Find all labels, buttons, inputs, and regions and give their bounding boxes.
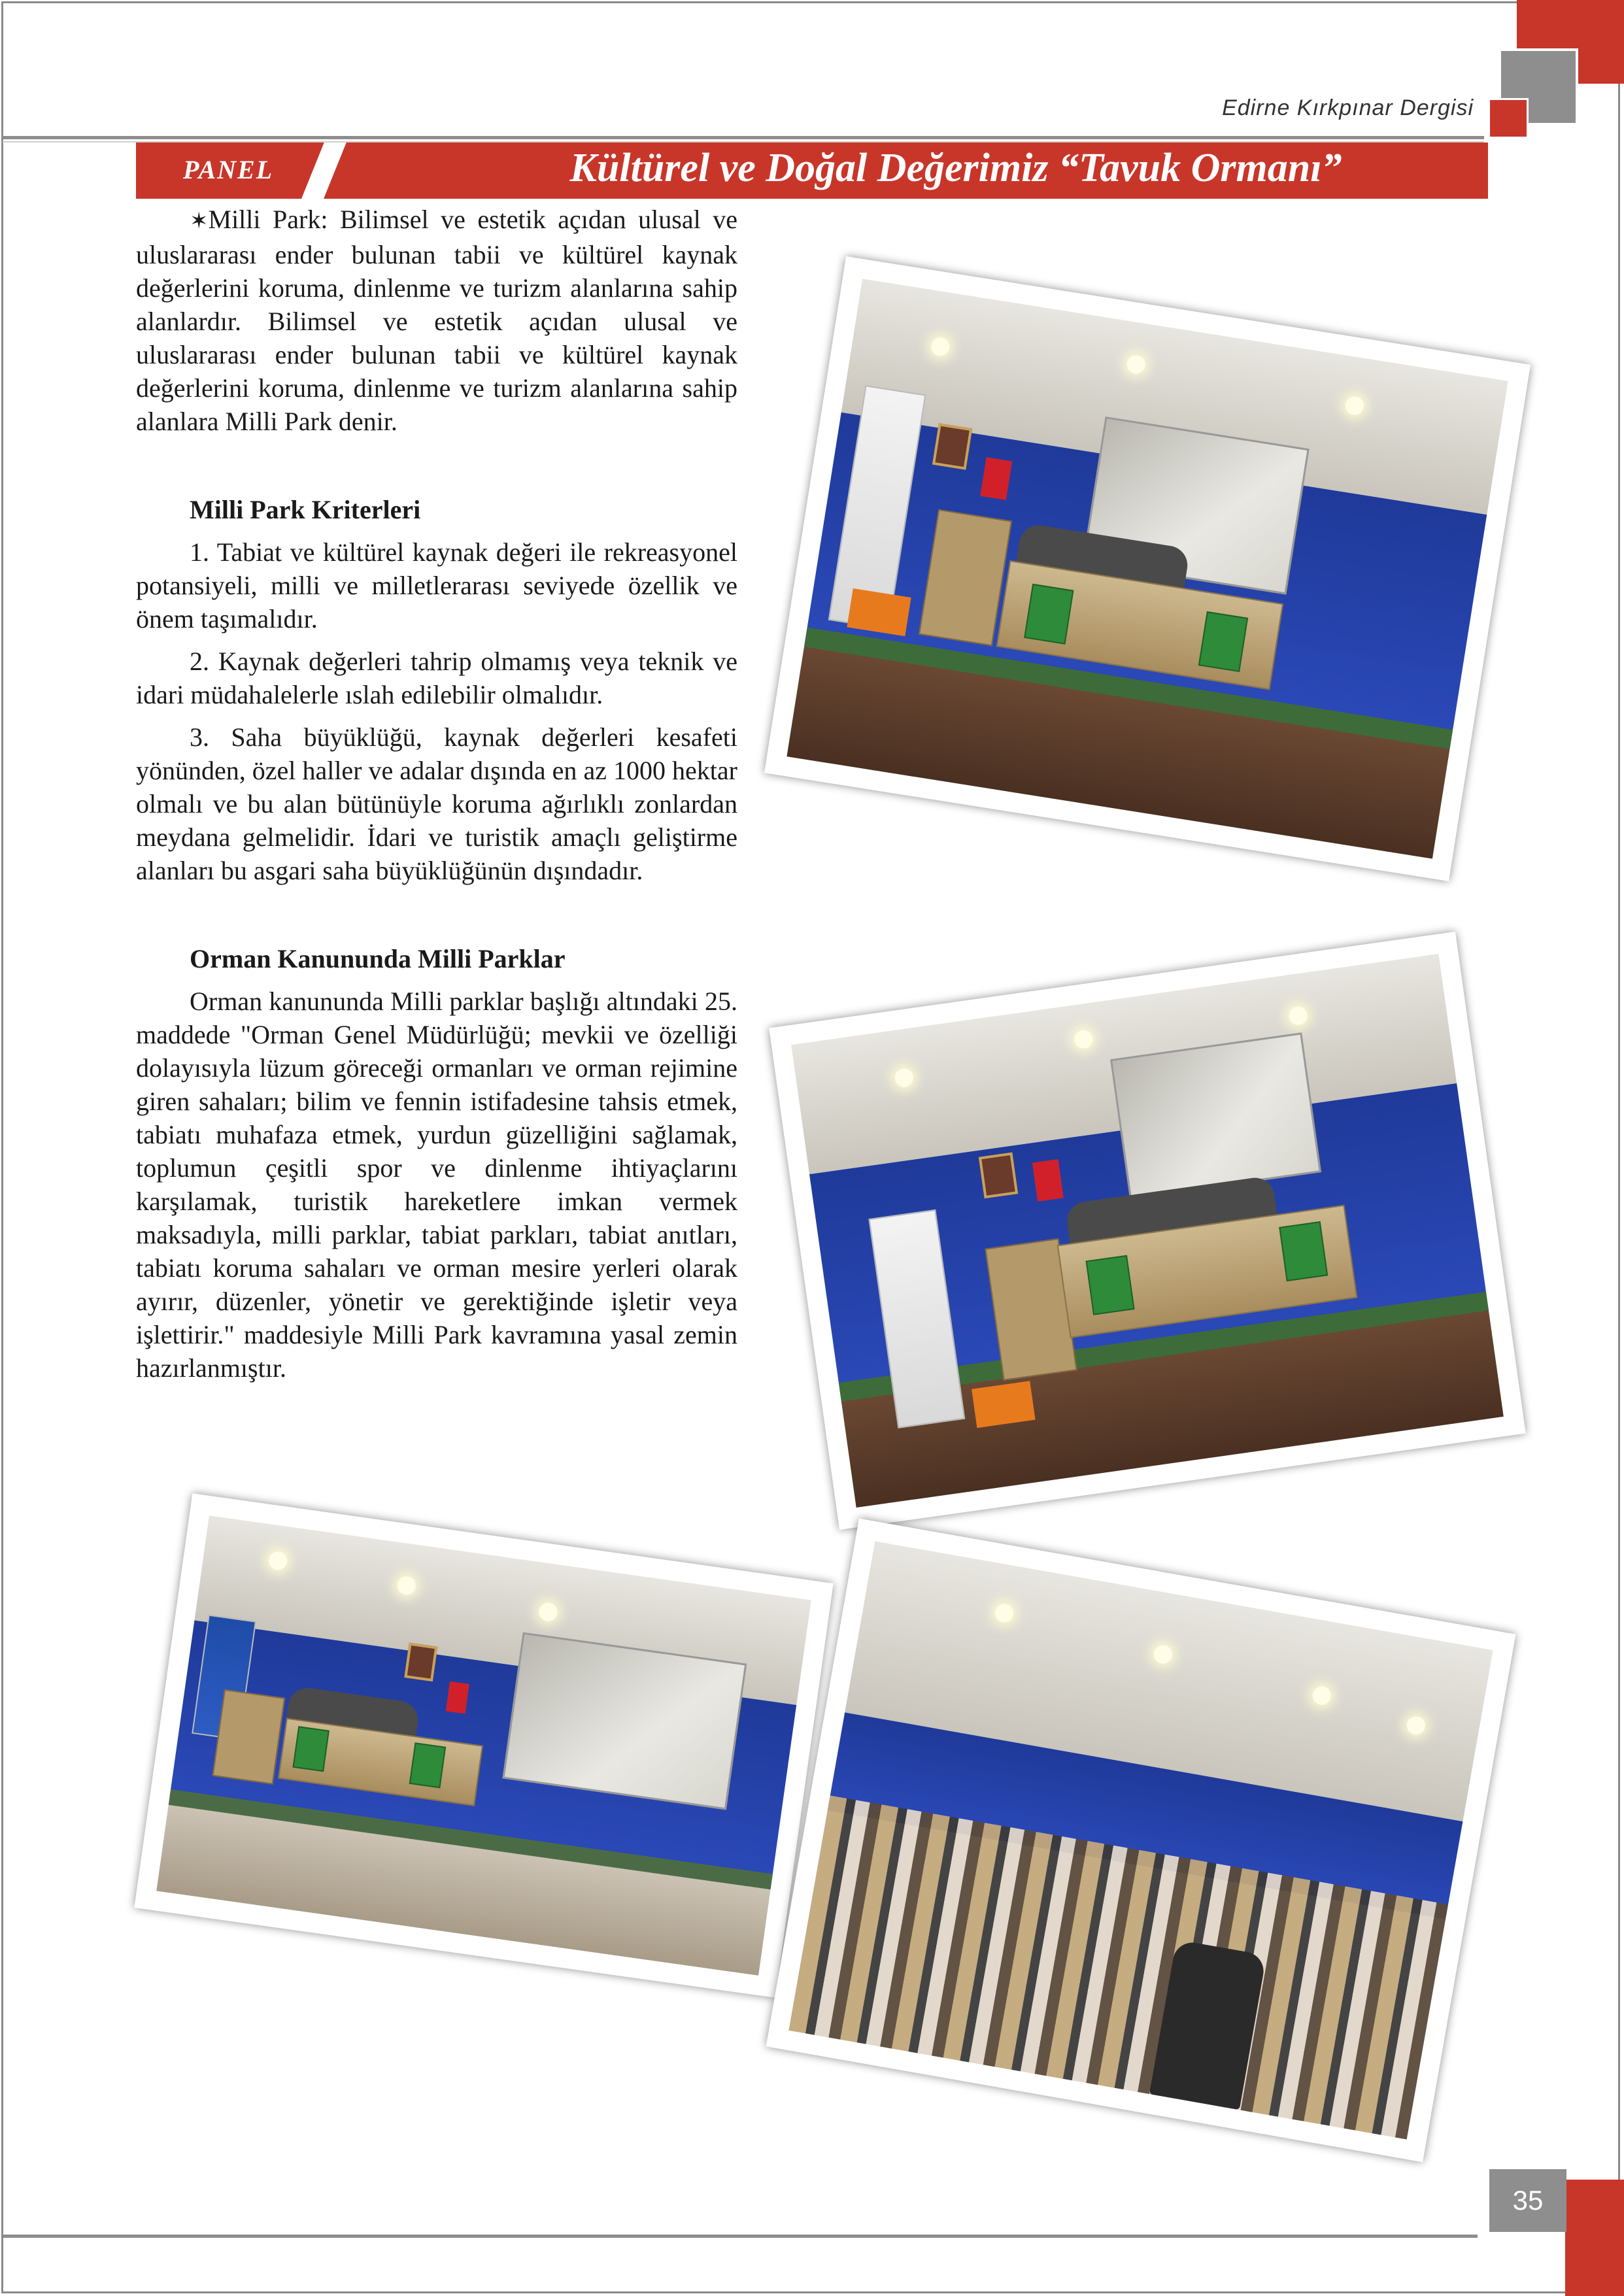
article-text-column: [136, 203, 737, 1385]
corner-decoration-bottom: [1565, 2180, 1624, 2296]
section-heading-criteria: Milli Park Kriterleri: [190, 495, 421, 524]
criteria-item: 2. Kaynak değerleri tahrip olmamış veya teknik ve idari müdahalelerle ıslah edilebilir olmalıdır.: [136, 647, 737, 709]
photo-audience: [766, 1519, 1516, 2163]
article-title: Kültürel ve Doğal Değerimiz “Tavuk Ormanı”: [569, 146, 1342, 190]
section-label: PANEL: [183, 155, 274, 184]
law-paragraph: Orman kanununda Milli parklar başlığı altındaki 25. maddede "Orman Genel Müdürlüğü; mevkii ve özelliği dolayısıyla lüzum göreceği ormanları ve orman rejimine giren sahaları; bilim ve fennin istifadesine tahsis etmek, tabiatı muhafaza etmek, yurdun güzelliğini sağlamak, toplumun çeşitli spor ve dinlenme ihtiyaçlarını karşılamak, turistik hareketlere imkan vermek maksadıyla, milli parklar, tabiat parkları, tabiat anıtları, tabiatı koruma sahaları ve orman mesire yerleri olarak ayırır, düzenler, yönetir ve gerektiğinde işletir veya işlettirir." maddesiyle Milli Park kavramına yasal zemin hazırlanmıştır.: [136, 987, 737, 1383]
photo-panel-stage-1: [764, 256, 1531, 881]
title-banner: [136, 143, 1488, 199]
footer-rule: [3, 2235, 1478, 2238]
header-rule: [3, 136, 1484, 139]
criteria-item: 3. Saha büyüklüğü, kaynak değerleri kesafeti yönünden, özel haller ve adalar dışında en az 1000 hektar olmalı ve bu alan bütünüyle koruma ağırlıklı zonlardan meydana gelmelidir. İdari ve turistik amaçlı geliştirme alanları bu asgari saha büyüklüğünün dışındadır.: [136, 722, 737, 885]
photo-panel-stage-wide: [134, 1493, 833, 1998]
section-heading-law: Orman Kanununda Milli Parklar: [190, 944, 566, 973]
corner-decoration-top: [1517, 0, 1624, 124]
banner-divider: [299, 143, 348, 199]
intro-paragraph: [136, 203, 737, 438]
criteria-item: 1. Tabiat ve kültürel kaynak değeri ile rekreasyonel potansiyeli, milli ve milletlerarası seviyede özellik ve önem taşımalıdır.: [136, 537, 737, 633]
star-icon: ✶: [190, 209, 209, 233]
journal-name: Edirne Kırkpınar Dergisi: [1222, 95, 1474, 120]
photo-panel-stage-2: [769, 932, 1526, 1530]
intro-text: Milli Park: Bilimsel ve estetik açıdan ulusal ve uluslararası ender bulunan tabii ve kültürel kaynak değerlerini koruma, dinlenme ve turizm alanlarına sahip alanlardır. Bilimsel ve estetik açıdan ulusal ve uluslararası ender bulunan tabii ve kültürel kaynak değerlerini koruma, dinlenme ve turizm alanlarına sahip alanlara Milli Park denir.: [136, 205, 737, 436]
page-number: 35: [1489, 2169, 1566, 2232]
